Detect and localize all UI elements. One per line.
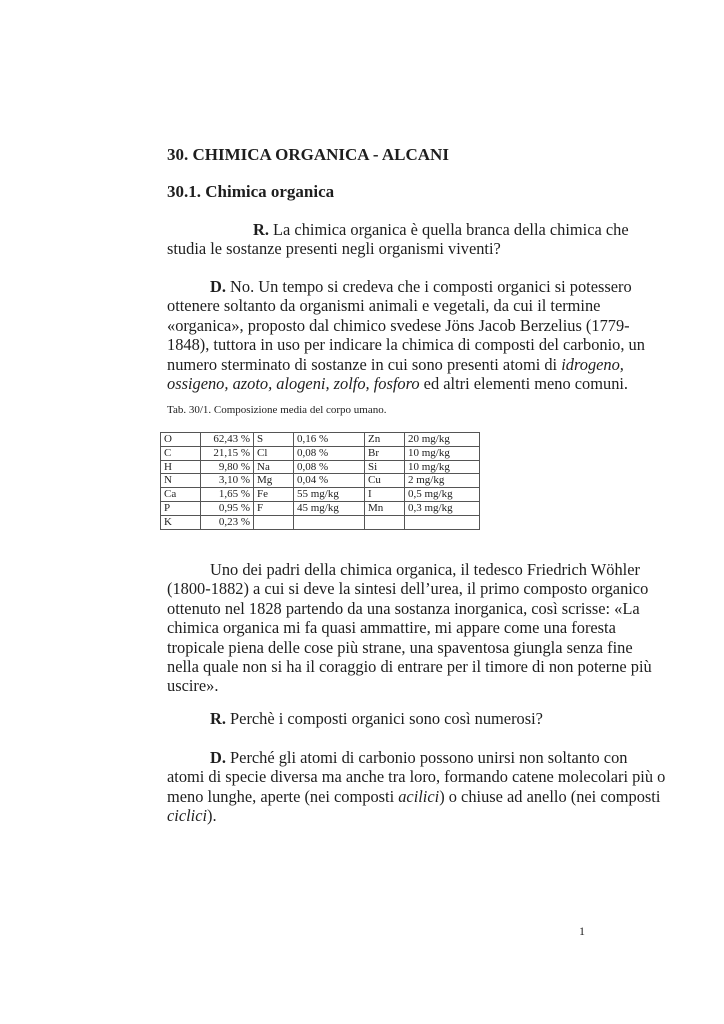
table-row <box>161 488 480 502</box>
table-cell: Br <box>365 446 405 460</box>
answer-1 <box>167 277 667 393</box>
table-cell: 21,15 % <box>201 446 254 460</box>
table-cell: 2 mg/kg <box>405 474 480 488</box>
table-cell: Cl <box>254 446 294 460</box>
table-cell: 10 mg/kg <box>405 460 480 474</box>
table-cell: 0,08 % <box>294 446 365 460</box>
table-cell: Mg <box>254 474 294 488</box>
table-cell: 55 mg/kg <box>294 488 365 502</box>
table-cell: Cu <box>365 474 405 488</box>
table-cell: Mn <box>365 501 405 515</box>
table-cell: 10 mg/kg <box>405 446 480 460</box>
question-1 <box>167 220 667 259</box>
table-cell <box>254 515 294 529</box>
wohler-text: Uno dei padri della chimica organica, il tedesco Friedrich Wöhler (1800-1882) a cui si deve la sintesi dell’urea, il primo composto organico ottenuto nel 1828 partendo da una sostanza inorganica, così scrisse: «La chimica organica mi fa quasi ammattire, mi appare come una foresta tropicale piena delle cose più strane, una spaventosa giungla senza fine nella quale non si ha il coraggio di entrare per il timore di non poterne più uscire». <box>167 560 652 696</box>
table-cell: Zn <box>365 433 405 447</box>
table-cell: 0,3 mg/kg <box>405 501 480 515</box>
answer-1-tail: ed altri elementi meno comuni. <box>423 374 629 394</box>
answer-1-label: D. <box>210 277 226 296</box>
table-cell <box>405 515 480 529</box>
table-cell: 20 mg/kg <box>405 433 480 447</box>
table-cell: 0,04 % <box>294 474 365 488</box>
table-row <box>161 446 480 460</box>
table-row <box>161 515 480 529</box>
answer-1-elements: idrogeno, ossigeno, azoto, alogeni, zolfo, fosforo <box>167 354 624 394</box>
question-2-text: Perchè i composti organici sono così numerosi? <box>230 709 543 728</box>
table-cell: C <box>161 446 201 460</box>
table-cell <box>365 515 405 529</box>
answer-2-text-3: ). <box>207 806 217 826</box>
table-caption: Tab. 30/1. Composizione media del corpo umano. <box>167 404 387 416</box>
question-1-label: R. <box>253 220 269 239</box>
answer-2-acyclic: acilici <box>398 786 440 806</box>
table-cell: Na <box>254 460 294 474</box>
table-row <box>161 433 480 447</box>
wohler-paragraph <box>167 560 667 696</box>
answer-2-text-2: ) o chiuse ad anello (nei composti <box>439 786 661 806</box>
answer-2 <box>167 748 667 826</box>
table-cell: 1,65 % <box>201 488 254 502</box>
table-cell: 9,80 % <box>201 460 254 474</box>
answer-2-cyclic: ciclici <box>167 806 208 826</box>
table-cell: N <box>161 474 201 488</box>
table-cell: 45 mg/kg <box>294 501 365 515</box>
table-cell: I <box>365 488 405 502</box>
table-row <box>161 460 480 474</box>
table-cell: 0,5 mg/kg <box>405 488 480 502</box>
table-cell: F <box>254 501 294 515</box>
composition-table <box>160 432 480 530</box>
table-cell: Ca <box>161 488 201 502</box>
table-cell: H <box>161 460 201 474</box>
table-cell: 3,10 % <box>201 474 254 488</box>
table-cell: 0,08 % <box>294 460 365 474</box>
page-number: 1 <box>579 924 585 938</box>
answer-2-text-1: Perché gli atomi di carbonio possono unirsi non soltanto con atomi di specie diversa ma anche tra loro, formando catene molecolari più o meno lunghe, aperte (nei composti <box>167 748 666 806</box>
table-cell: Fe <box>254 488 294 502</box>
table-cell <box>294 515 365 529</box>
table-row <box>161 474 480 488</box>
table-cell: K <box>161 515 201 529</box>
table-cell: Si <box>365 460 405 474</box>
table-cell: 0,95 % <box>201 501 254 515</box>
answer-2-label: D. <box>210 748 226 767</box>
chapter-title: 30. CHIMICA ORGANICA - ALCANI <box>167 145 449 164</box>
table-cell: S <box>254 433 294 447</box>
question-2-label: R. <box>210 709 226 728</box>
answer-1-text: No. Un tempo si credeva che i composti organici si potessero ottenere soltanto da organismi animali e vegetali, da cui il termine «organica», proposto dal chimico svedese Jöns Jacob Berzelius (1779-1848), tuttora in uso per indicare la chimica di composti del carbonio, un numero sterminato di sostanze in cui sono presenti atomi di <box>167 277 645 374</box>
table-row <box>161 501 480 515</box>
table-cell: 0,23 % <box>201 515 254 529</box>
table-cell: O <box>161 433 201 447</box>
question-2 <box>167 709 667 728</box>
table-cell: 62,43 % <box>201 433 254 447</box>
question-1-text: La chimica organica è quella branca della chimica che studia le sostanze presenti negli organismi viventi? <box>167 220 629 259</box>
table-cell: 0,16 % <box>294 433 365 447</box>
table-cell: P <box>161 501 201 515</box>
section-title: 30.1. Chimica organica <box>167 182 335 201</box>
